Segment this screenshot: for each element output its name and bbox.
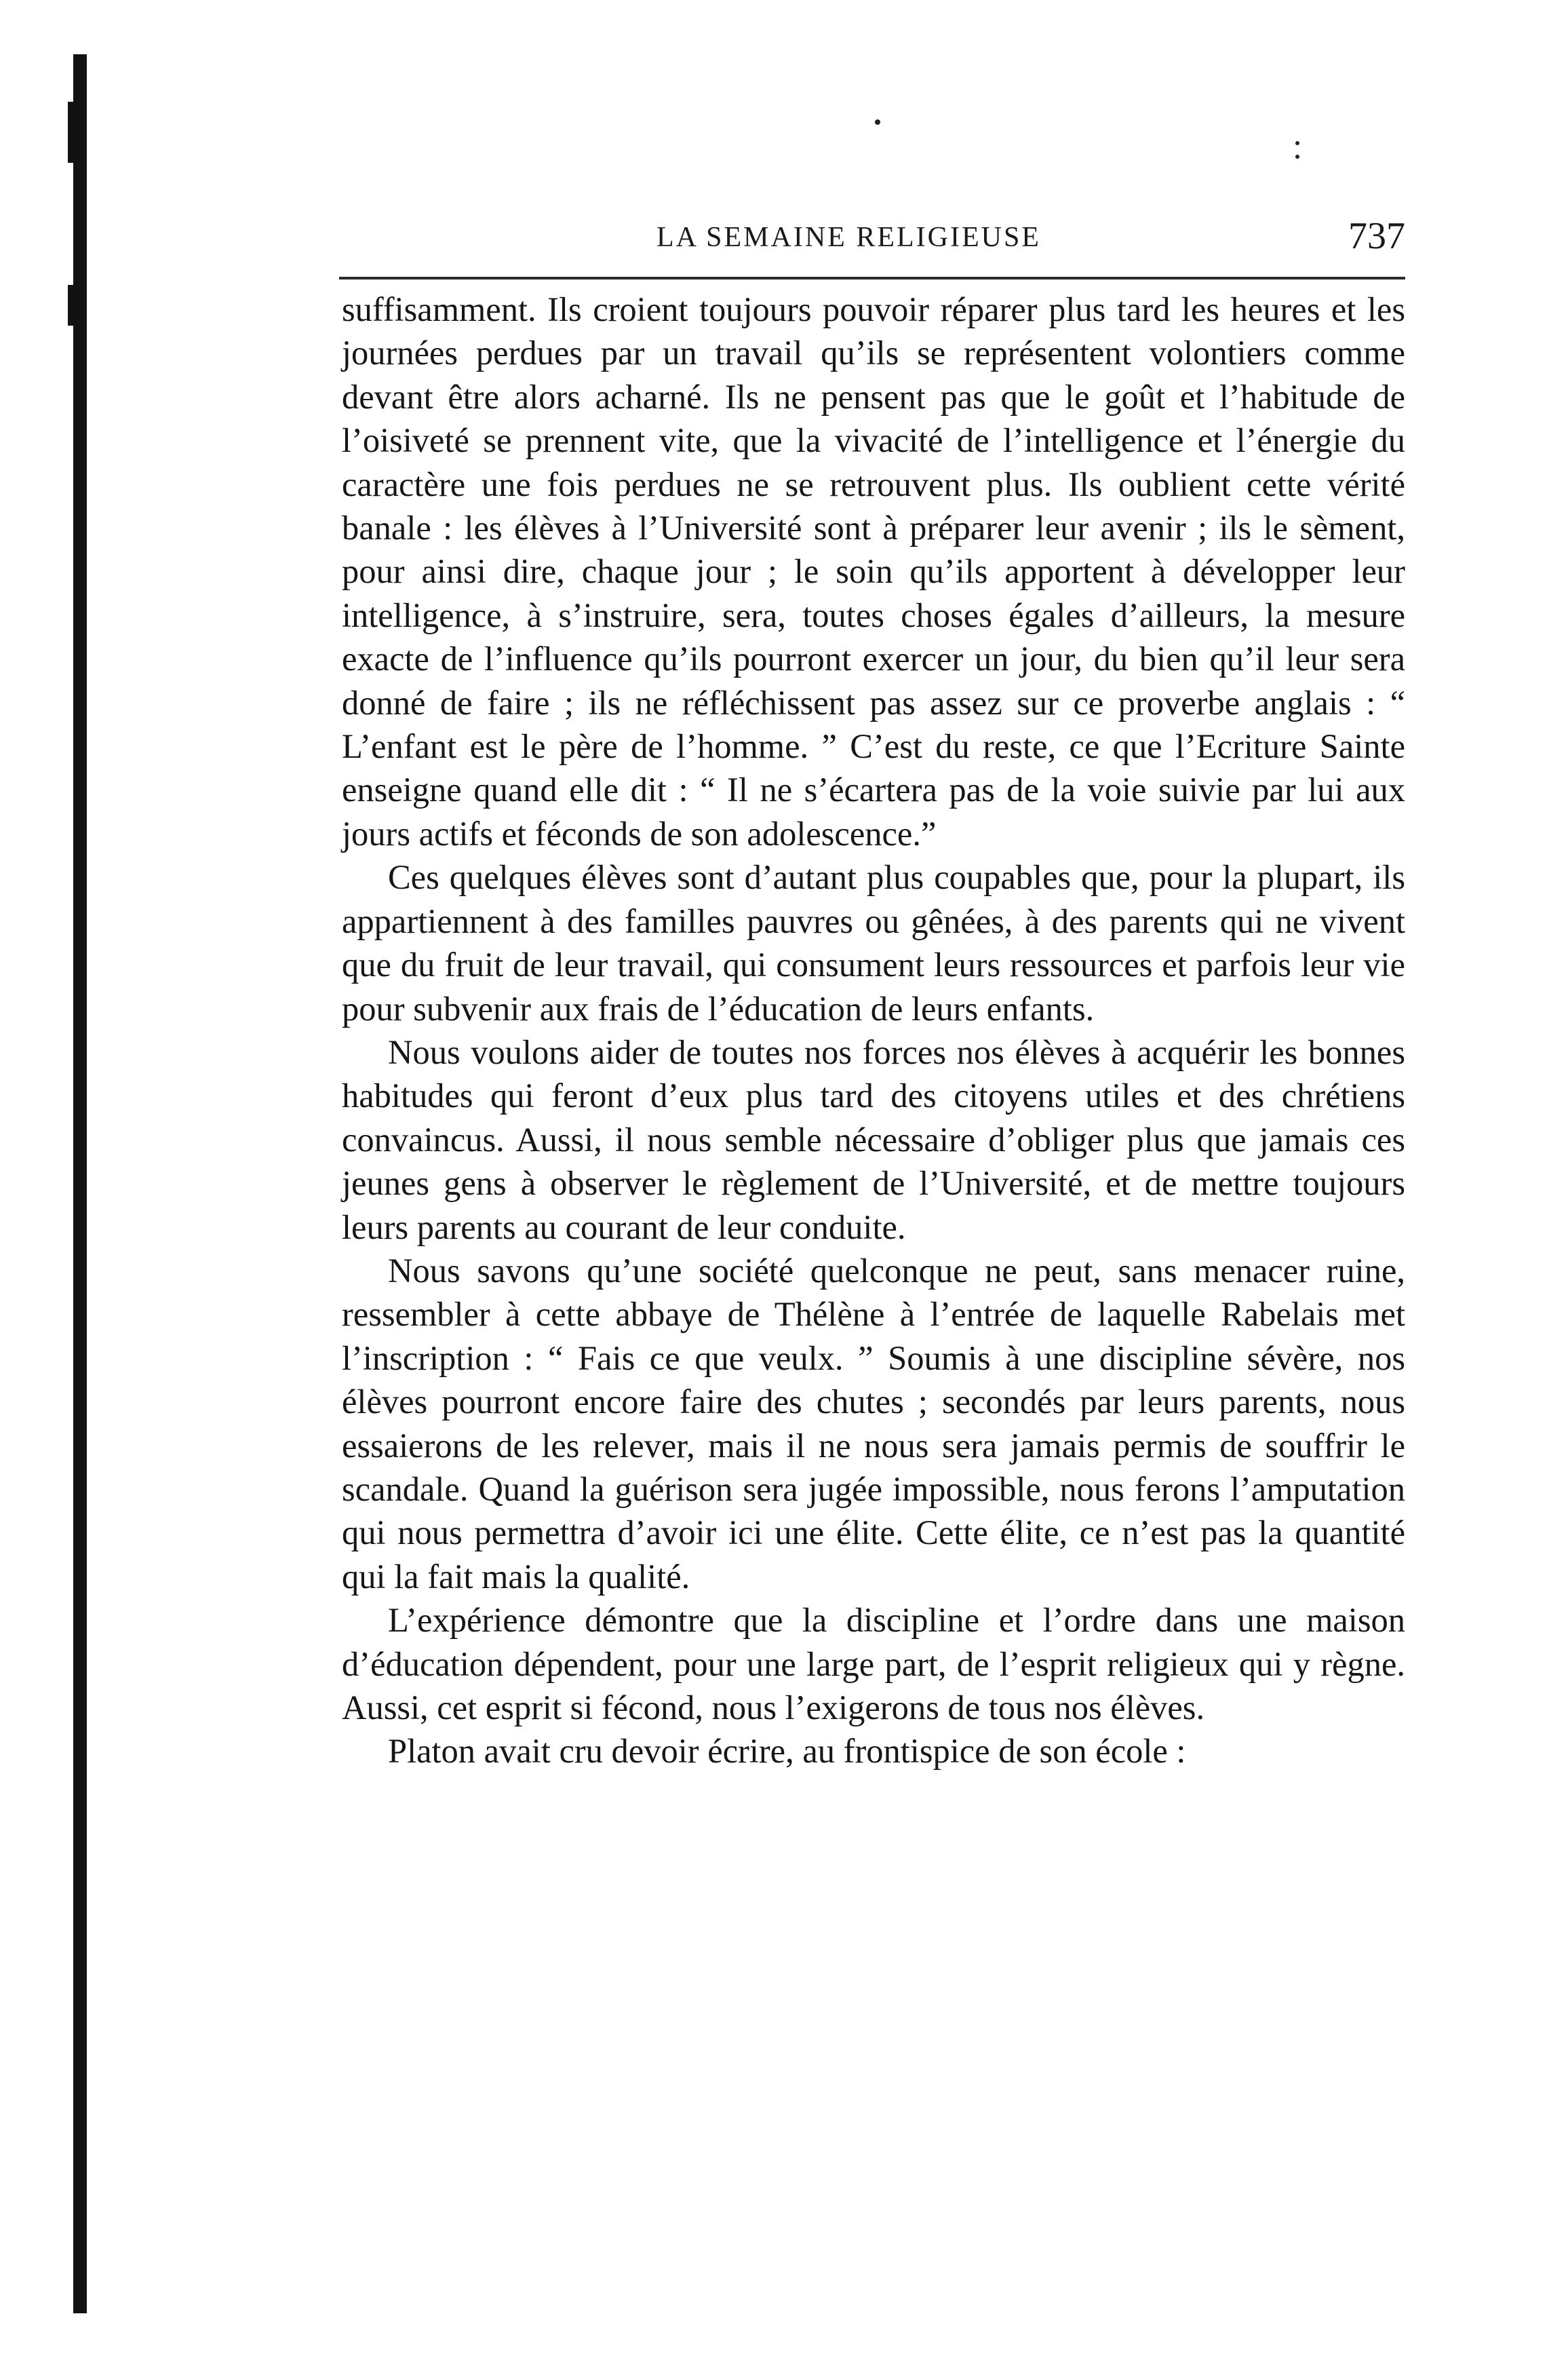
page-header: [339, 212, 1405, 269]
paragraph: suffisamment. Ils croient toujours pouvoir réparer plus tard les heures et les journées perdues par un travail qu’ils se représentent volontiers comme devant être alors acharné. Ils ne pensent pas que le goût et l’habitude de l’oisiveté se prennent vite, que la vivacité de l’intelligence et l’énergie du caractère une fois perdues ne se retrouvent plus. Ils oublient cette vérité banale : les élèves à l’Université sont à préparer leur avenir ; ils le sèment, pour ainsi dire, chaque jour ; le soin qu’ils apportent à développer leur intelligence, à s’instruire, sera, toutes choses égales d’ailleurs, la mesure exacte de l’influence qu’ils pourront exercer un jour, du bien qu’il leur sera donné de faire ; ils ne réfléchissent pas assez sur ce proverbe anglais : “ L’enfant est le père de l’homme. ” C’est du reste, ce que l’Ecriture Sainte enseigne quand elle dit : “ Il ne s’écartera pas de la voie suivie par lui aux jours actifs et féconds de son adolescence.”: [342, 290, 1405, 853]
paragraph: Ces quelques élèves sont d’autant plus coupables que, pour la plupart, ils appartiennent à des familles pauvres ou gênées, à des parents qui ne vivent que du fruit de leur travail, qui consument leurs ressources et parfois leur vie pour subvenir aux frais de l’éducation de leurs enfants.: [342, 858, 1405, 1028]
scan-border-nick: [68, 285, 75, 326]
body-text: [342, 288, 1405, 1773]
paragraph: Platon avait cru devoir écrire, au frontispice de son école :: [388, 1732, 1186, 1771]
scan-speck: [1295, 141, 1299, 145]
scan-border: [73, 54, 87, 2313]
page-number: 737: [1348, 215, 1405, 257]
paragraph: Nous voulons aider de toutes nos forces nos élèves à acquérir les bonnes habitudes qui feront d’eux plus tard des citoyens utiles et des chrétiens convaincus. Aussi, il nous semble nécessaire d’obliger plus que jamais ces jeunes gens à observer le règlement de l’Université, et de mettre toujours leurs parents au courant de leur conduite.: [342, 1033, 1405, 1246]
scan-speck: [875, 119, 880, 125]
paragraph: L’expérience démontre que la discipline et l’ordre dans une maison d’éducation dépendent, pour une large part, de l’esprit religieux qui y règne. Aussi, cet esprit si fécond, nous l’exigerons de tous nos élèves.: [342, 1601, 1405, 1726]
scan-speck: [1295, 155, 1299, 159]
paragraph: Nous savons qu’une société quelconque ne peut, sans menacer ruine, ressembler à cette abbaye de Thélène à l’entrée de laquelle Rabelais met l’inscription : “ Fais ce que veulx. ” Soumis à une discipline sévère, nos élèves pourront encore faire des chutes ; secondés par leurs parents, nous essaierons de les relever, mais il ne nous sera jamais permis de souffrir le scandale. Quand la guérison sera jugée impossible, nous ferons l’amputation qui nous permettra d’avoir ici une élite. Cette élite, ce n’est pas la quantité qui la fait mais la qualité.: [342, 1251, 1405, 1596]
header-rule: [339, 277, 1405, 279]
running-title: LA SEMAINE RELIGIEUSE: [656, 222, 1041, 253]
scan-border-nick: [68, 102, 75, 163]
